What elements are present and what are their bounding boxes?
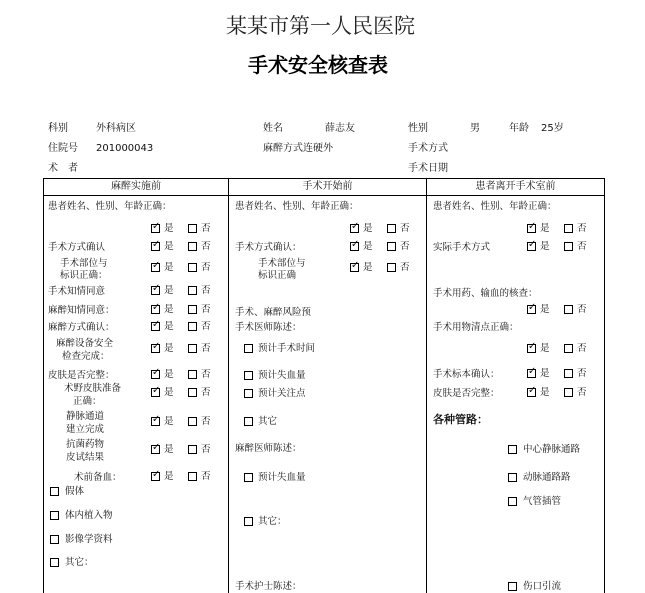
col3-specimen-confirm: 手术标本确认： <box>433 369 500 380</box>
no-label: 否 <box>201 343 211 354</box>
col2-key-concerns: 预计关注点 <box>258 388 306 399</box>
col3-header: 患者离开手术室前 <box>475 181 556 192</box>
col1-site-line1: 手术部位与 <box>60 258 108 269</box>
col1-surgery-method-yes-checkbox[interactable] <box>151 242 160 251</box>
hospital-title: 某某市第一人民医院 <box>226 14 415 38</box>
col1-allergy-line2: 皮试结果 <box>66 452 105 463</box>
col1-other: 其它： <box>65 557 94 568</box>
yes-label: 是 <box>540 343 550 354</box>
col2-key-concerns-checkbox[interactable] <box>244 389 253 398</box>
col2-other2-checkbox[interactable] <box>244 517 253 526</box>
col2-other: 其它 <box>258 416 278 427</box>
col1-patient-check-yes-checkbox[interactable] <box>151 224 160 233</box>
col2-surgery-method-yes-checkbox[interactable] <box>350 242 359 251</box>
no-label: 否 <box>201 369 211 380</box>
col1-anes-consent: 麻醉知情同意： <box>48 305 115 316</box>
no-label: 否 <box>400 241 410 252</box>
name-value: 薛志友 <box>325 123 355 134</box>
no-label: 否 <box>400 223 410 234</box>
col3-drug-blood-no-checkbox[interactable] <box>564 305 573 314</box>
col1-allergy-line1: 抗菌药物 <box>66 439 105 450</box>
col1-anes-consent-no-checkbox[interactable] <box>188 305 197 314</box>
col1-skin-intact-yes-checkbox[interactable] <box>151 370 160 379</box>
col2-expected-blood-loss: 预计失血量 <box>258 370 306 381</box>
age-value: 25岁 <box>541 123 564 134</box>
yes-label: 是 <box>164 285 174 296</box>
col2-other-checkbox[interactable] <box>244 417 253 426</box>
col3-central-venous-checkbox[interactable] <box>508 445 517 454</box>
col1-skin-prep-line2: 正确： <box>73 396 102 407</box>
col3-specimen-no-checkbox[interactable] <box>564 369 573 378</box>
surgery-method-label: 手术方式 <box>408 143 448 154</box>
no-label: 否 <box>577 304 587 315</box>
yes-label: 是 <box>164 416 174 427</box>
col3-central-venous: 中心静脉通路 <box>523 444 581 455</box>
col1-site-yes-checkbox[interactable] <box>151 263 160 272</box>
col3-tubes-title: 各种管路： <box>433 413 488 426</box>
col1-iv-line1: 静脉通道 <box>66 411 105 422</box>
col3-patient-check-no-checkbox[interactable] <box>564 224 573 233</box>
dept-value: 外科病区 <box>96 123 136 134</box>
col1-allergy-yes-checkbox[interactable] <box>151 445 160 454</box>
col1-anes-method-confirm: 麻醉方式确认： <box>48 322 115 333</box>
col3-actual-method-yes-checkbox[interactable] <box>527 242 536 251</box>
col1-patient-check-no-checkbox[interactable] <box>188 224 197 233</box>
name-label: 姓名 <box>263 123 283 134</box>
col1-anes-consent-yes-checkbox[interactable] <box>151 305 160 314</box>
col3-wound-drain-checkbox[interactable] <box>508 582 517 591</box>
col2-patient-check-no-checkbox[interactable] <box>387 224 396 233</box>
col3-actual-method-no-checkbox[interactable] <box>564 242 573 251</box>
col2-expected-time-checkbox[interactable] <box>244 344 253 353</box>
no-label: 否 <box>201 285 211 296</box>
inpatient-value: 201000043 <box>96 143 154 154</box>
col3-instrument-yes-checkbox[interactable] <box>527 344 536 353</box>
col3-tracheal-checkbox[interactable] <box>508 497 517 506</box>
col1-equip-line1: 麻醉设备安全 <box>56 338 114 349</box>
col1-blood-prep-no-checkbox[interactable] <box>188 472 197 481</box>
col3-skin-no-checkbox[interactable] <box>564 388 573 397</box>
no-label: 否 <box>577 368 587 379</box>
col3-skin-intact: 皮肤是否完整： <box>433 388 500 399</box>
col1-prosthesis-checkbox[interactable] <box>50 487 59 496</box>
yes-label: 是 <box>164 241 174 252</box>
no-label: 否 <box>201 471 211 482</box>
col1-anes-method-no-checkbox[interactable] <box>188 322 197 331</box>
col3-patient-check: 患者姓名、性别、年龄正确： <box>433 201 557 212</box>
col2-anes-blood-loss: 预计失血量 <box>258 472 306 483</box>
no-label: 否 <box>400 262 410 273</box>
yes-label: 是 <box>540 368 550 379</box>
yes-label: 是 <box>164 321 174 332</box>
col2-header: 手术开始前 <box>302 181 353 192</box>
col2-nurse-statement: 手术护士陈述： <box>235 581 302 592</box>
yes-label: 是 <box>540 241 550 252</box>
col2-patient-check-yes-checkbox[interactable] <box>350 224 359 233</box>
col3-drug-blood-check: 手术用药、输血的核查： <box>433 288 538 299</box>
col1-skin-prep-no-checkbox[interactable] <box>188 388 197 397</box>
col2-surgery-method: 手术方式确认： <box>235 242 302 253</box>
yes-label: 是 <box>164 223 174 234</box>
col2-anes-blood-loss-checkbox[interactable] <box>244 473 253 482</box>
yes-label: 是 <box>540 223 550 234</box>
yes-label: 是 <box>540 304 550 315</box>
dept-label: 科别 <box>48 123 68 134</box>
column-divider-2 <box>426 178 427 593</box>
no-label: 否 <box>201 387 211 398</box>
yes-label: 是 <box>164 387 174 398</box>
col2-expected-blood-loss-checkbox[interactable] <box>244 371 253 380</box>
no-label: 否 <box>201 304 211 315</box>
col1-skin-intact-no-checkbox[interactable] <box>188 370 197 379</box>
col1-surgery-consent-no-checkbox[interactable] <box>188 286 197 295</box>
col1-imaging: 影像学资料 <box>65 534 113 545</box>
col2-risk-warning: 手术、麻醉风险预 <box>235 307 312 318</box>
col3-tracheal: 气管插管 <box>523 496 562 507</box>
col1-surgery-consent-yes-checkbox[interactable] <box>151 286 160 295</box>
sex-label: 性别 <box>408 123 428 134</box>
col1-iv-line2: 建立完成 <box>66 424 105 435</box>
col3-instrument-no-checkbox[interactable] <box>564 344 573 353</box>
table-left-border <box>43 178 44 593</box>
col2-expected-time: 预计手术时间 <box>258 343 316 354</box>
no-label: 否 <box>577 241 587 252</box>
col3-arterial-checkbox[interactable] <box>508 473 517 482</box>
col3-wound-drain: 伤口引流 <box>523 581 562 592</box>
surgeon-label: 术 者 <box>48 163 78 174</box>
yes-label: 是 <box>164 444 174 455</box>
col3-actual-method: 实际手术方式 <box>433 242 491 253</box>
col1-surgery-consent: 手术知情同意 <box>48 286 106 297</box>
col1-site-no-checkbox[interactable] <box>188 263 197 272</box>
col1-blood-prep: 术前备血： <box>74 472 122 483</box>
col3-patient-check-yes-checkbox[interactable] <box>527 224 536 233</box>
table-top-border <box>43 178 605 179</box>
no-label: 否 <box>201 223 211 234</box>
surgery-date-label: 手术日期 <box>408 163 448 174</box>
col1-imaging-checkbox[interactable] <box>50 535 59 544</box>
col2-other2: 其它： <box>258 516 287 527</box>
sex-value: 男 <box>470 123 480 134</box>
col1-implant-checkbox[interactable] <box>50 511 59 520</box>
yes-label: 是 <box>164 369 174 380</box>
col2-surgery-method-no-checkbox[interactable] <box>387 242 396 251</box>
col3-instrument-count: 手术用物清点正确： <box>433 322 519 333</box>
col1-implant: 体内植入物 <box>65 510 113 521</box>
col1-anes-method-yes-checkbox[interactable] <box>151 322 160 331</box>
col1-equip-line2: 检查完成： <box>62 351 110 362</box>
col1-allergy-no-checkbox[interactable] <box>188 445 197 454</box>
no-label: 否 <box>577 387 587 398</box>
col1-other-checkbox[interactable] <box>50 558 59 567</box>
col3-drug-blood-yes-checkbox[interactable] <box>527 305 536 314</box>
yes-label: 是 <box>164 262 174 273</box>
column-divider-1 <box>228 178 229 593</box>
col1-skin-prep-line1: 术野皮肤准备 <box>64 383 122 394</box>
no-label: 否 <box>201 321 211 332</box>
col1-header: 麻醉实施前 <box>111 181 161 192</box>
col1-surgery-method: 手术方式确认 <box>48 242 106 253</box>
yes-label: 是 <box>164 304 174 315</box>
col2-anesthetist-statement: 麻醉医师陈述： <box>235 443 302 454</box>
col1-patient-check: 患者姓名、性别、年龄正确： <box>48 201 172 212</box>
col1-iv-yes-checkbox[interactable] <box>151 417 160 426</box>
yes-label: 是 <box>363 262 373 273</box>
col1-equip-yes-checkbox[interactable] <box>151 344 160 353</box>
no-label: 否 <box>577 343 587 354</box>
col3-specimen-yes-checkbox[interactable] <box>527 369 536 378</box>
col2-site-yes-checkbox[interactable] <box>350 263 359 272</box>
col2-site-line2: 标识正确 <box>258 270 297 281</box>
anes-method-label: 麻醉方式连硬外 <box>263 143 333 154</box>
no-label: 否 <box>201 416 211 427</box>
col3-arterial: 动脉通路路 <box>523 472 571 483</box>
no-label: 否 <box>201 262 211 273</box>
no-label: 否 <box>201 444 211 455</box>
col2-surgeon-statement: 手术医师陈述： <box>235 322 302 333</box>
col1-iv-no-checkbox[interactable] <box>188 417 197 426</box>
yes-label: 是 <box>363 241 373 252</box>
age-label: 年龄 <box>509 123 529 134</box>
yes-label: 是 <box>164 343 174 354</box>
no-label: 否 <box>201 241 211 252</box>
yes-label: 是 <box>540 387 550 398</box>
no-label: 否 <box>577 223 587 234</box>
yes-label: 是 <box>164 471 174 482</box>
table-right-border <box>604 178 605 593</box>
header-divider <box>43 195 605 196</box>
col1-skin-prep-yes-checkbox[interactable] <box>151 388 160 397</box>
col3-skin-yes-checkbox[interactable] <box>527 388 536 397</box>
col2-site-no-checkbox[interactable] <box>387 263 396 272</box>
form-title: 手术安全核查表 <box>248 53 388 77</box>
yes-label: 是 <box>363 223 373 234</box>
col2-site-line1: 手术部位与 <box>258 258 306 269</box>
col1-skin-intact: 皮肤是否完整： <box>48 370 115 381</box>
col1-site-line2: 标识正确： <box>60 270 108 281</box>
col1-prosthesis: 假体 <box>65 486 85 497</box>
col1-blood-prep-yes-checkbox[interactable] <box>151 472 160 481</box>
col2-patient-check: 患者姓名、性别、年龄正确： <box>235 201 359 212</box>
inpatient-label: 住院号 <box>48 143 78 154</box>
col1-equip-no-checkbox[interactable] <box>188 344 197 353</box>
col1-surgery-method-no-checkbox[interactable] <box>188 242 197 251</box>
